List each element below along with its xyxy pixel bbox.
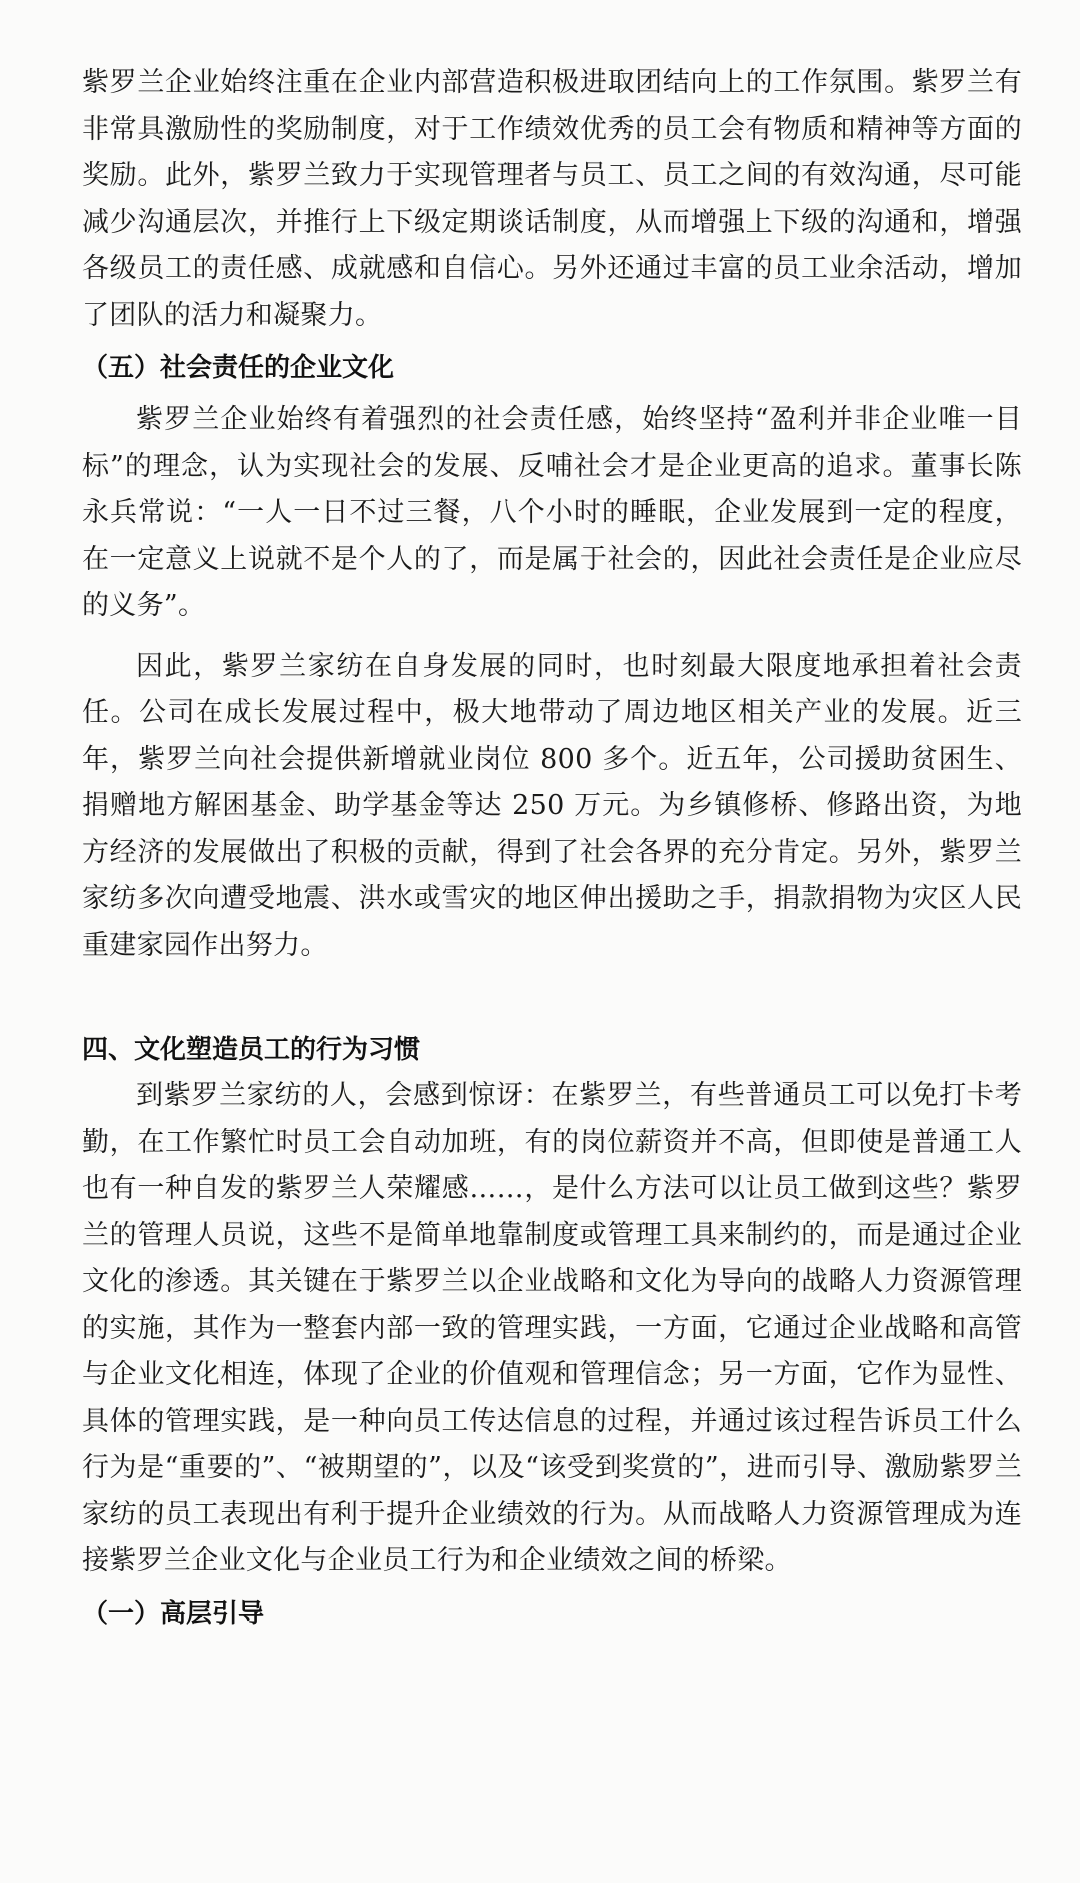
- heading-social-responsibility: （五）社会责任的企业文化: [82, 353, 395, 383]
- paragraph-strategic-hrm: 到紫罗兰家纺的人，会感到惊讶：在紫罗兰，有些普通员工可以免打卡考勤，在工作繁忙时员工会自动加班，有的岗位薪资并不高，但即使是普通工人也有一种自发的紫罗兰人荣耀感……，是什么方法可以让员工做到这些？紫罗兰的管理人员说，这些不是简单地靠制度或管理工具来制约的，而是通过企业文化的渗透。其关键在于紫罗兰以企业战略和文化为导向的战略人力资源管理的实施，其作为一整套内部一致的管理实践，一方面，它通过企业战略和高管与企业文化相连，体现了企业的价值观和管理信念；另一方面，它作为显性、具体的管理实践，是一种向员工传达信息的过程，并通过该过程告诉员工什么行为是“重要的”、“被期望的”，以及“该受到奖赏的”，进而引导、激励紫罗兰家纺的员工表现出有利于提升企业绩效的行为。从而战略人力资源管理成为连接紫罗兰企业文化与企业员工行为和企业绩效之间的桥梁。: [82, 1080, 1022, 1576]
- paragraph-team-atmosphere: 紫罗兰企业始终注重在企业内部营造积极进取团结向上的工作氛围。紫罗兰有非常具激励性的奖励制度，对于工作绩效优秀的员工会有物质和精神等方面的奖励。此外，紫罗兰致力于实现管理者与员工、员工之间的有效沟通，尽可能减少沟通层次，并推行上下级定期谈话制度，从而增强上下级的沟通和，增强各级员工的责任感、成就感和自信心。另外还通过丰富的员工业余活动，增加了团队的活力和凝聚力。: [82, 67, 1022, 331]
- paragraph-social-contributions: 因此，紫罗兰家纺在自身发展的同时，也时刻最大限度地承担着社会责任。公司在成长发展过程中，极大地带动了周边地区相关产业的发展。近三年，紫罗兰向社会提供新增就业岗位 800 多个。近五年，公司援助贫困生、捐赠地方解困基金、助学基金等达 250 万元。为乡镇修桥、修路出资，为地方经济的发展做出了积极的贡献，得到了社会各界的充分肯定。另外，紫罗兰家纺多次向遭受地震、洪水或雪灾的地区伸出援助之手，捐款捐物为灾区人民重建家园作出努力。: [82, 650, 1022, 961]
- heading-culture-shapes-behavior: 四、文化塑造员工的行为习惯: [82, 1035, 421, 1065]
- document-body: [82, 60, 1022, 1637]
- heading-senior-guidance: （一）高层引导: [82, 1598, 265, 1629]
- paragraph-social-responsibility: 紫罗兰企业始终有着强烈的社会责任感，始终坚持“盈利并非企业唯一目标”的理念，认为实现社会的发展、反哺社会才是企业更高的追求。董事长陈永兵常说：“一人一日不过三餐，八个小时的睡眠，企业发展到一定的程度，在一定意义上说就不是个人的了，而是属于社会的，因此社会责任是企业应尽的义务”。: [82, 404, 1022, 621]
